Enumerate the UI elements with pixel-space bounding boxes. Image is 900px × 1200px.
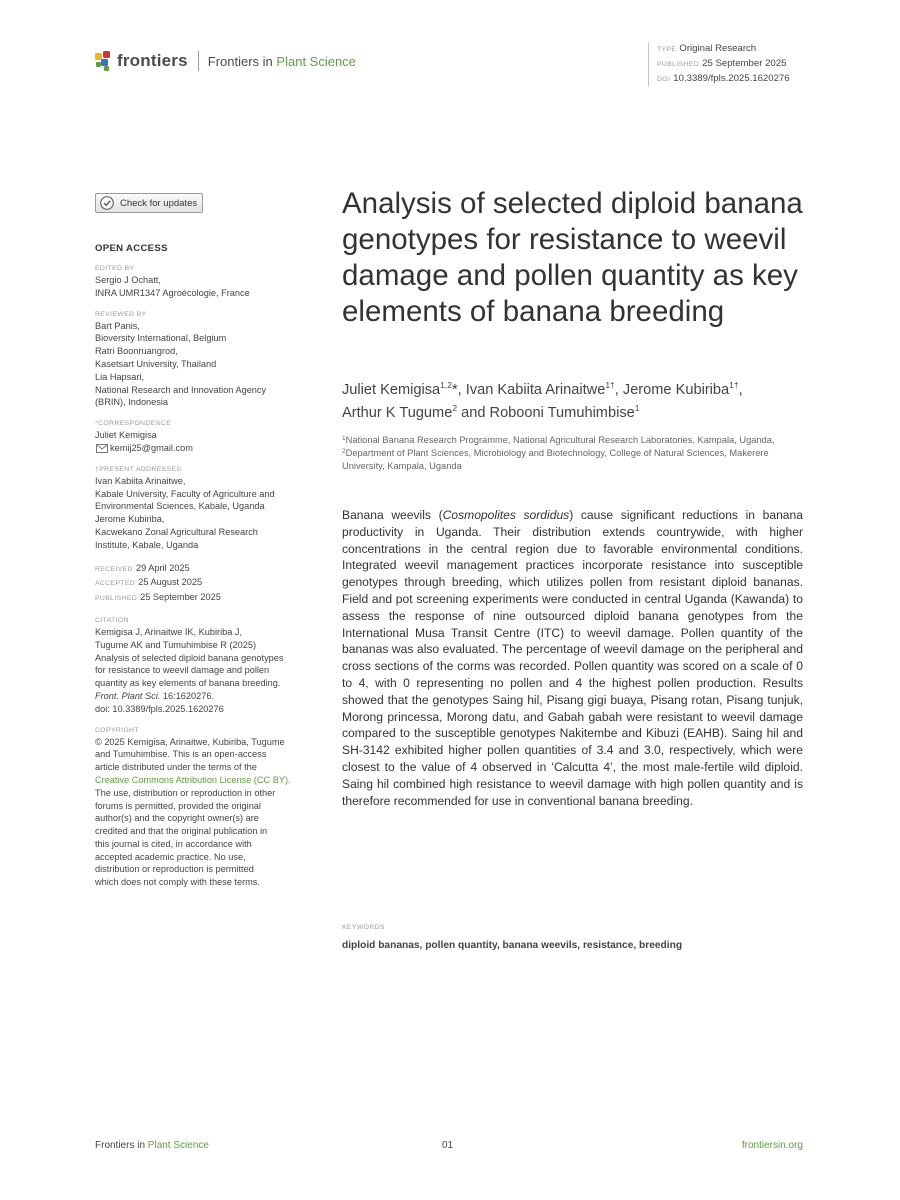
footer-journal[interactable]: Frontiers in Plant Science	[95, 1140, 209, 1151]
envelope-icon	[96, 444, 108, 453]
brand-name: frontiers	[117, 51, 188, 70]
copyright-line: forums is permitted, provided the original	[95, 800, 261, 811]
section-label: COPYRIGHT	[95, 726, 140, 734]
check-for-updates-button[interactable]	[95, 193, 203, 213]
copyright-line: credited and that the original publication in	[95, 826, 268, 837]
citation-line: for resistance to weevil damage and pollen	[95, 665, 270, 676]
copyright-line: accepted academic practice. No use,	[95, 851, 246, 862]
keywords: diploid bananas, pollen quantity, banana weevils, resistance, breeding	[342, 940, 683, 951]
section-label: REVIEWED BY	[95, 310, 147, 318]
author-name[interactable]: Arthur K Tugume$^2$	[342, 403, 458, 421]
copyright-section	[95, 726, 310, 890]
correspondent-email[interactable]: kemij25@gmail.com	[110, 442, 193, 453]
article-title: Analysis of selected diploid banana genotypes for resistance to weevil damage and pollen quantity as key elements of banana breeding	[342, 187, 803, 328]
reviewer-line: (BRIN), Indonesia	[95, 397, 169, 408]
dates-section	[95, 562, 310, 606]
article-doi[interactable]: DOI 10.3389/fpls.2025.1620276	[657, 73, 790, 84]
reviewed-by-section	[95, 310, 310, 410]
abstract: Banana weevils (Cosmopolites sordidus) cause significant reductions in banana productivity in Uganda. Their distribution extends countrywide, with higher concentrations in the central region due to favorable environmental conditions. Integrated weevil management practices incorporate resistance into susceptible genotypes through breeding, which utilizes pollen from resistant diploid bananas. Field and pot screening experiments were conducted in central Uganda (Kawanda) to assess the response of nine outsourced diploid banana genotypes from the International Musa Transit Centre (ITC) to weevil damage. Pollen quantity of the bananas was also evaluated. The percentage of weevil damage on the peripheral and cross sections of the corms was recorded. Pollen quantity was scored on a scale of 0 to 4, with 0 representing no pollen and 4 the highest pollen production. Results showed that the genotypes Saing hil, Pisang gigi buaya, Pisang rotan, Pisang tunjuk, Morong princessa, Morong datu, and Gabah gabah were resistant to weevil damage compared to the susceptible genotypes Nakitembe and Kibuzi (EAHB). Saing hil and SH-3142 exhibited higher pollen quantities of 3.4 and 3.0, respectively, which were closest to the value of 4 observed in ‘Calcutta 4’, the most male-fertile wild diploid. Saing hil combined high resistance to weevil damage with high pollen quantity and is therefore recommended for use in conventional banana breeding.	[342, 508, 803, 808]
author-name[interactable]: Ivan Kabiita Arinaitwe$^{1\dagger}$	[465, 380, 615, 398]
reviewer-line: Ratri Boonruangrod,	[95, 346, 178, 357]
section-label: *CORRESPONDENCE	[95, 420, 172, 428]
copyright-line: author(s) and the copyright owner(s) are	[95, 813, 259, 824]
citation-line: Kemigisa J, Arinaitwe IK, Kubiriba J,	[95, 626, 243, 637]
address-line: Institute, Kabale, Uganda	[95, 539, 199, 550]
keywords-label: KEYWORDS	[342, 924, 385, 931]
citation-journal-line: Front. Plant Sci. 16:1620276.	[95, 690, 215, 701]
copyright-line: which does not comply with these terms.	[95, 877, 260, 888]
citation-line: quantity as key elements of banana breeding.	[95, 678, 281, 689]
correspondent-name: Juliet Kemigisa	[95, 430, 157, 441]
author-name[interactable]: Juliet Kemigisa$^{1,2}$*	[342, 380, 458, 398]
footer-site-link[interactable]: frontiersin.org	[741, 1140, 803, 1151]
editor-line: INRA UMR1347 Agroécologie, France	[95, 287, 250, 298]
reviewer-line: Kasetsart University, Thailand	[95, 358, 217, 369]
reviewer-line: National Research and Innovation Agency	[95, 384, 267, 395]
citation-line: Analysis of selected diploid banana genotypes	[95, 652, 284, 663]
article-meta	[648, 42, 790, 87]
copyright-line: The use, distribution or reproduction in other	[95, 787, 276, 798]
copyright-line: this journal is cited, in accordance with	[95, 838, 252, 849]
copyright-line: article distributed under the terms of the	[95, 762, 257, 773]
published-date: PUBLISHED 25 September 2025	[657, 58, 787, 69]
check-for-updates-label: Check for updates	[120, 197, 198, 209]
logo-divider	[198, 51, 199, 71]
address-line: Kacwekano Zonal Agricultural Research	[95, 526, 258, 537]
received-date: RECEIVED 29 April 2025	[95, 562, 190, 573]
article-type: TYPE Original Research	[657, 43, 757, 54]
open-access-label: OPEN ACCESS	[95, 243, 168, 254]
edited-by-section	[95, 264, 310, 300]
reviewer-line: Bioversity International, Belgium	[95, 333, 227, 344]
reviewer-line: Bart Panis,	[95, 320, 140, 331]
present-addresses-section	[95, 465, 310, 552]
journal-name: Frontiers in Plant Science	[207, 53, 356, 69]
author-list: Juliet Kemigisa$^{1,2}$*, Ivan Kabiita Arinaitwe$^{1\dagger}$, Jerome Kubiriba$^{1\dagger}$, Arthur K Tugume$^2$ and Robooni Tumuhimbise$^1$	[342, 380, 743, 421]
citation-line: Tugume AK and Tumuhimbise R (2025)	[95, 639, 257, 650]
species-name: Cosmopolites sordidus	[442, 508, 570, 522]
frontiers-logo-icon	[95, 51, 113, 71]
article-sidebar	[95, 264, 310, 899]
correspondent-email-row[interactable]	[95, 442, 310, 455]
affiliation: National Banana Research Programme, National Agricultural Research Laboratories, Kampala, Uganda,	[345, 435, 775, 445]
journal-logo[interactable]	[95, 50, 356, 72]
section-label: †PRESENT ADDRESSES	[95, 465, 182, 473]
author-name[interactable]: Robooni Tumuhimbise$^1$	[489, 403, 640, 421]
published-date-side: PUBLISHED 25 September 2025	[95, 592, 221, 603]
reviewer-line: Lia Hapsari,	[95, 371, 145, 382]
license-link[interactable]: Creative Commons Attribution License (CC BY).	[95, 774, 291, 785]
address-line: Jerome Kubiriba,	[95, 514, 165, 525]
check-for-updates-icon	[100, 196, 114, 210]
section-label: CITATION	[95, 616, 129, 624]
editor-line: Sergio J Ochatt,	[95, 275, 161, 285]
page-number: 01	[442, 1140, 454, 1151]
copyright-line: and Tumuhimbise. This is an open-access	[95, 749, 267, 760]
copyright-line: distribution or reproduction is permitted	[95, 864, 254, 875]
citation-doi[interactable]: doi: 10.3389/fpls.2025.1620276	[95, 703, 224, 714]
address-line: Environmental Sciences, Kabale, Uganda	[95, 501, 265, 512]
correspondence-section	[95, 419, 310, 455]
affiliations: $^1$National Banana Research Programme, National Agricultural Research Laboratories, Kampala, Uganda, $^2$Department of Plant Sciences, Microbiology and Biotechnology, College of Natural Sciences, Makerere University, Kampala, Uganda	[342, 435, 775, 471]
author-name[interactable]: Jerome Kubiriba$^{1\dagger}$	[622, 380, 739, 398]
address-line: Ivan Kabiita Arinaitwe,	[95, 475, 186, 486]
citation-section	[95, 616, 310, 716]
copyright-line: © 2025 Kemigisa, Arinaitwe, Kubiriba, Tugume	[95, 736, 285, 747]
affiliation: Department of Plant Sciences, Microbiology and Biotechnology, College of Natural Sciences, Makerere University, Kampala, Uganda	[342, 448, 769, 471]
accepted-date: ACCEPTED 25 August 2025	[95, 577, 203, 588]
address-line: Kabale University, Faculty of Agriculture and	[95, 488, 275, 499]
section-label: EDITED BY	[95, 265, 135, 272]
